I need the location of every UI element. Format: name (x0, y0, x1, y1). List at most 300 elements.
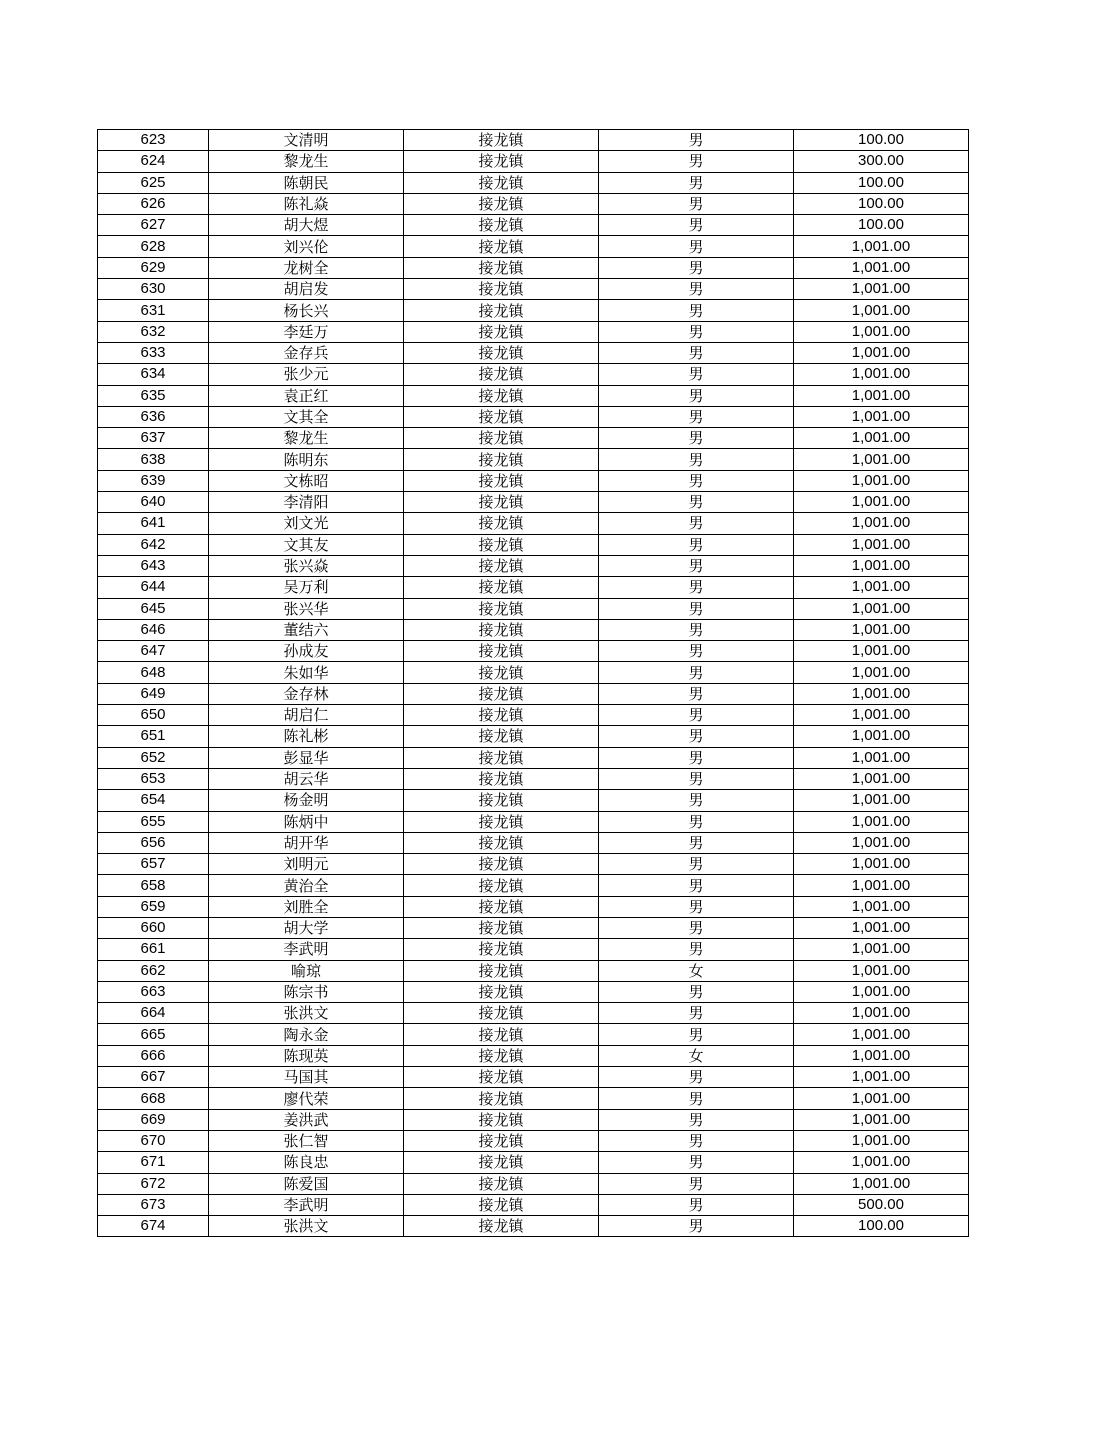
town-cell: 接龙镇 (404, 1152, 599, 1173)
name-cell: 文其友 (209, 534, 404, 555)
gender-cell: 男 (599, 1152, 794, 1173)
row-number-cell: 627 (98, 215, 209, 236)
gender-cell: 男 (599, 236, 794, 257)
gender-cell: 男 (599, 811, 794, 832)
name-cell: 金存林 (209, 683, 404, 704)
name-cell: 喻琼 (209, 960, 404, 981)
gender-cell: 男 (599, 1088, 794, 1109)
table-row (98, 683, 969, 704)
table-row (98, 641, 969, 662)
gender-cell: 男 (599, 917, 794, 938)
table-row (98, 449, 969, 470)
gender-cell: 男 (599, 215, 794, 236)
gender-cell: 男 (599, 1130, 794, 1151)
row-number-cell: 643 (98, 555, 209, 576)
town-cell: 接龙镇 (404, 683, 599, 704)
row-number-cell: 641 (98, 513, 209, 534)
table-row (98, 854, 969, 875)
table-row (98, 875, 969, 896)
name-cell: 姜洪武 (209, 1109, 404, 1130)
town-cell: 接龙镇 (404, 854, 599, 875)
gender-cell: 男 (599, 470, 794, 491)
amount-cell: 1,001.00 (794, 662, 969, 683)
row-number-cell: 644 (98, 577, 209, 598)
town-cell: 接龙镇 (404, 300, 599, 321)
gender-cell: 男 (599, 513, 794, 534)
gender-cell: 男 (599, 193, 794, 214)
row-number-cell: 672 (98, 1173, 209, 1194)
table-row (98, 342, 969, 363)
name-cell: 文其全 (209, 406, 404, 427)
name-cell: 袁正红 (209, 385, 404, 406)
table-row (98, 364, 969, 385)
name-cell: 刘胜全 (209, 896, 404, 917)
gender-cell: 男 (599, 747, 794, 768)
amount-cell: 1,001.00 (794, 492, 969, 513)
row-number-cell: 673 (98, 1194, 209, 1215)
row-number-cell: 654 (98, 790, 209, 811)
amount-cell: 1,001.00 (794, 1003, 969, 1024)
town-cell: 接龙镇 (404, 875, 599, 896)
row-number-cell: 669 (98, 1109, 209, 1130)
amount-cell: 100.00 (794, 130, 969, 151)
name-cell: 张兴华 (209, 598, 404, 619)
gender-cell: 男 (599, 1194, 794, 1215)
name-cell: 孙成友 (209, 641, 404, 662)
table-row (98, 534, 969, 555)
table-row (98, 1109, 969, 1130)
gender-cell: 男 (599, 151, 794, 172)
row-number-cell: 630 (98, 279, 209, 300)
name-cell: 陈礼焱 (209, 193, 404, 214)
gender-cell: 男 (599, 726, 794, 747)
gender-cell: 男 (599, 300, 794, 321)
town-cell: 接龙镇 (404, 385, 599, 406)
amount-cell: 1,001.00 (794, 342, 969, 363)
table-row (98, 896, 969, 917)
town-cell: 接龙镇 (404, 534, 599, 555)
table-row (98, 130, 969, 151)
row-number-cell: 628 (98, 236, 209, 257)
town-cell: 接龙镇 (404, 342, 599, 363)
gender-cell: 男 (599, 1173, 794, 1194)
name-cell: 黄治全 (209, 875, 404, 896)
name-cell: 张仁智 (209, 1130, 404, 1151)
table-row (98, 236, 969, 257)
row-number-cell: 633 (98, 342, 209, 363)
table-row (98, 492, 969, 513)
table-row (98, 598, 969, 619)
row-number-cell: 625 (98, 172, 209, 193)
amount-cell: 1,001.00 (794, 939, 969, 960)
table-row (98, 726, 969, 747)
town-cell: 接龙镇 (404, 577, 599, 598)
name-cell: 刘文光 (209, 513, 404, 534)
row-number-cell: 649 (98, 683, 209, 704)
row-number-cell: 632 (98, 321, 209, 342)
row-number-cell: 658 (98, 875, 209, 896)
name-cell: 吴万利 (209, 577, 404, 598)
row-number-cell: 636 (98, 406, 209, 427)
town-cell: 接龙镇 (404, 406, 599, 427)
gender-cell: 男 (599, 875, 794, 896)
town-cell: 接龙镇 (404, 321, 599, 342)
town-cell: 接龙镇 (404, 939, 599, 960)
table-row (98, 981, 969, 1002)
amount-cell: 1,001.00 (794, 875, 969, 896)
row-number-cell: 648 (98, 662, 209, 683)
row-number-cell: 665 (98, 1024, 209, 1045)
table-row (98, 960, 969, 981)
row-number-cell: 668 (98, 1088, 209, 1109)
row-number-cell: 631 (98, 300, 209, 321)
amount-cell: 1,001.00 (794, 619, 969, 640)
town-cell: 接龙镇 (404, 747, 599, 768)
table-row (98, 811, 969, 832)
gender-cell: 男 (599, 896, 794, 917)
town-cell: 接龙镇 (404, 917, 599, 938)
table-row (98, 939, 969, 960)
name-cell: 龙树全 (209, 257, 404, 278)
amount-cell: 1,001.00 (794, 832, 969, 853)
town-cell: 接龙镇 (404, 641, 599, 662)
row-number-cell: 640 (98, 492, 209, 513)
row-number-cell: 653 (98, 768, 209, 789)
table-row (98, 1194, 969, 1215)
town-cell: 接龙镇 (404, 1216, 599, 1237)
name-cell: 陈现英 (209, 1045, 404, 1066)
amount-cell: 1,001.00 (794, 960, 969, 981)
table-row (98, 385, 969, 406)
name-cell: 杨长兴 (209, 300, 404, 321)
table-row (98, 832, 969, 853)
town-cell: 接龙镇 (404, 1067, 599, 1088)
name-cell: 董结六 (209, 619, 404, 640)
name-cell: 黎龙生 (209, 428, 404, 449)
town-cell: 接龙镇 (404, 428, 599, 449)
gender-cell: 男 (599, 768, 794, 789)
row-number-cell: 629 (98, 257, 209, 278)
name-cell: 张兴焱 (209, 555, 404, 576)
name-cell: 李武明 (209, 1194, 404, 1215)
amount-cell: 100.00 (794, 193, 969, 214)
table-row (98, 1088, 969, 1109)
amount-cell: 1,001.00 (794, 1067, 969, 1088)
town-cell: 接龙镇 (404, 193, 599, 214)
gender-cell: 男 (599, 1003, 794, 1024)
town-cell: 接龙镇 (404, 555, 599, 576)
amount-cell: 1,001.00 (794, 790, 969, 811)
row-number-cell: 660 (98, 917, 209, 938)
table-row (98, 193, 969, 214)
name-cell: 陈明东 (209, 449, 404, 470)
table-row (98, 790, 969, 811)
town-cell: 接龙镇 (404, 364, 599, 385)
gender-cell: 男 (599, 364, 794, 385)
gender-cell: 男 (599, 555, 794, 576)
table-row (98, 1024, 969, 1045)
table-row (98, 619, 969, 640)
town-cell: 接龙镇 (404, 1045, 599, 1066)
name-cell: 胡大学 (209, 917, 404, 938)
table-row (98, 428, 969, 449)
amount-cell: 1,001.00 (794, 555, 969, 576)
town-cell: 接龙镇 (404, 236, 599, 257)
row-number-cell: 624 (98, 151, 209, 172)
data-table (97, 129, 969, 1237)
amount-cell: 1,001.00 (794, 896, 969, 917)
gender-cell: 男 (599, 683, 794, 704)
name-cell: 胡大煜 (209, 215, 404, 236)
gender-cell: 女 (599, 1045, 794, 1066)
name-cell: 陈良忠 (209, 1152, 404, 1173)
town-cell: 接龙镇 (404, 832, 599, 853)
row-number-cell: 663 (98, 981, 209, 1002)
amount-cell: 1,001.00 (794, 917, 969, 938)
amount-cell: 1,001.00 (794, 300, 969, 321)
gender-cell: 男 (599, 1067, 794, 1088)
amount-cell: 1,001.00 (794, 364, 969, 385)
name-cell: 胡云华 (209, 768, 404, 789)
row-number-cell: 647 (98, 641, 209, 662)
town-cell: 接龙镇 (404, 790, 599, 811)
name-cell: 陈礼彬 (209, 726, 404, 747)
table-row (98, 1130, 969, 1151)
row-number-cell: 639 (98, 470, 209, 491)
table-row (98, 555, 969, 576)
row-number-cell: 652 (98, 747, 209, 768)
row-number-cell: 638 (98, 449, 209, 470)
gender-cell: 男 (599, 385, 794, 406)
town-cell: 接龙镇 (404, 215, 599, 236)
amount-cell: 1,001.00 (794, 428, 969, 449)
name-cell: 胡启发 (209, 279, 404, 300)
table-row (98, 279, 969, 300)
table-row (98, 470, 969, 491)
table-row (98, 917, 969, 938)
table-row (98, 300, 969, 321)
gender-cell: 男 (599, 492, 794, 513)
amount-cell: 1,001.00 (794, 1130, 969, 1151)
table-row (98, 662, 969, 683)
gender-cell: 男 (599, 172, 794, 193)
table-row (98, 1173, 969, 1194)
town-cell: 接龙镇 (404, 619, 599, 640)
table-row (98, 321, 969, 342)
name-cell: 张洪文 (209, 1003, 404, 1024)
amount-cell: 1,001.00 (794, 811, 969, 832)
town-cell: 接龙镇 (404, 598, 599, 619)
name-cell: 张洪文 (209, 1216, 404, 1237)
row-number-cell: 670 (98, 1130, 209, 1151)
town-cell: 接龙镇 (404, 172, 599, 193)
row-number-cell: 666 (98, 1045, 209, 1066)
town-cell: 接龙镇 (404, 1088, 599, 1109)
amount-cell: 1,001.00 (794, 981, 969, 1002)
row-number-cell: 626 (98, 193, 209, 214)
table-row (98, 1152, 969, 1173)
name-cell: 张少元 (209, 364, 404, 385)
table-row (98, 215, 969, 236)
table-row (98, 172, 969, 193)
amount-cell: 1,001.00 (794, 598, 969, 619)
name-cell: 刘兴伦 (209, 236, 404, 257)
gender-cell: 男 (599, 790, 794, 811)
amount-cell: 1,001.00 (794, 683, 969, 704)
amount-cell: 1,001.00 (794, 449, 969, 470)
gender-cell: 男 (599, 662, 794, 683)
town-cell: 接龙镇 (404, 492, 599, 513)
row-number-cell: 661 (98, 939, 209, 960)
table-row (98, 747, 969, 768)
gender-cell: 男 (599, 321, 794, 342)
table-row (98, 1216, 969, 1237)
town-cell: 接龙镇 (404, 981, 599, 1002)
town-cell: 接龙镇 (404, 662, 599, 683)
name-cell: 彭显华 (209, 747, 404, 768)
row-number-cell: 664 (98, 1003, 209, 1024)
name-cell: 陈宗书 (209, 981, 404, 1002)
name-cell: 李清阳 (209, 492, 404, 513)
gender-cell: 男 (599, 1109, 794, 1130)
amount-cell: 1,001.00 (794, 385, 969, 406)
table-row (98, 705, 969, 726)
town-cell: 接龙镇 (404, 960, 599, 981)
row-number-cell: 655 (98, 811, 209, 832)
gender-cell: 男 (599, 257, 794, 278)
row-number-cell: 656 (98, 832, 209, 853)
table-row (98, 513, 969, 534)
gender-cell: 男 (599, 279, 794, 300)
name-cell: 文清明 (209, 130, 404, 151)
gender-cell: 男 (599, 406, 794, 427)
amount-cell: 100.00 (794, 1216, 969, 1237)
amount-cell: 1,001.00 (794, 1152, 969, 1173)
name-cell: 李武明 (209, 939, 404, 960)
name-cell: 金存兵 (209, 342, 404, 363)
gender-cell: 男 (599, 428, 794, 449)
name-cell: 杨金明 (209, 790, 404, 811)
town-cell: 接龙镇 (404, 470, 599, 491)
town-cell: 接龙镇 (404, 705, 599, 726)
amount-cell: 1,001.00 (794, 1173, 969, 1194)
table-body (98, 130, 969, 1237)
gender-cell: 女 (599, 960, 794, 981)
name-cell: 黎龙生 (209, 151, 404, 172)
name-cell: 陈朝民 (209, 172, 404, 193)
town-cell: 接龙镇 (404, 1194, 599, 1215)
gender-cell: 男 (599, 854, 794, 875)
amount-cell: 1,001.00 (794, 513, 969, 534)
gender-cell: 男 (599, 705, 794, 726)
amount-cell: 1,001.00 (794, 1088, 969, 1109)
name-cell: 廖代荣 (209, 1088, 404, 1109)
gender-cell: 男 (599, 1024, 794, 1045)
name-cell: 陈爱国 (209, 1173, 404, 1194)
name-cell: 胡开华 (209, 832, 404, 853)
town-cell: 接龙镇 (404, 768, 599, 789)
table-row (98, 1045, 969, 1066)
name-cell: 陈炳中 (209, 811, 404, 832)
amount-cell: 1,001.00 (794, 641, 969, 662)
gender-cell: 男 (599, 832, 794, 853)
amount-cell: 1,001.00 (794, 726, 969, 747)
gender-cell: 男 (599, 130, 794, 151)
table-row (98, 151, 969, 172)
name-cell: 刘明元 (209, 854, 404, 875)
amount-cell: 100.00 (794, 215, 969, 236)
gender-cell: 男 (599, 598, 794, 619)
gender-cell: 男 (599, 981, 794, 1002)
town-cell: 接龙镇 (404, 257, 599, 278)
amount-cell: 1,001.00 (794, 1024, 969, 1045)
table-row (98, 577, 969, 598)
town-cell: 接龙镇 (404, 513, 599, 534)
amount-cell: 500.00 (794, 1194, 969, 1215)
amount-cell: 1,001.00 (794, 854, 969, 875)
town-cell: 接龙镇 (404, 896, 599, 917)
town-cell: 接龙镇 (404, 151, 599, 172)
row-number-cell: 651 (98, 726, 209, 747)
row-number-cell: 645 (98, 598, 209, 619)
row-number-cell: 671 (98, 1152, 209, 1173)
town-cell: 接龙镇 (404, 726, 599, 747)
town-cell: 接龙镇 (404, 1173, 599, 1194)
amount-cell: 1,001.00 (794, 321, 969, 342)
row-number-cell: 659 (98, 896, 209, 917)
name-cell: 胡启仁 (209, 705, 404, 726)
town-cell: 接龙镇 (404, 1024, 599, 1045)
town-cell: 接龙镇 (404, 1130, 599, 1151)
row-number-cell: 650 (98, 705, 209, 726)
town-cell: 接龙镇 (404, 279, 599, 300)
amount-cell: 1,001.00 (794, 406, 969, 427)
table-row (98, 257, 969, 278)
amount-cell: 1,001.00 (794, 705, 969, 726)
name-cell: 马国其 (209, 1067, 404, 1088)
gender-cell: 男 (599, 641, 794, 662)
amount-cell: 1,001.00 (794, 279, 969, 300)
gender-cell: 男 (599, 342, 794, 363)
amount-cell: 1,001.00 (794, 236, 969, 257)
amount-cell: 1,001.00 (794, 768, 969, 789)
town-cell: 接龙镇 (404, 811, 599, 832)
amount-cell: 1,001.00 (794, 577, 969, 598)
amount-cell: 1,001.00 (794, 534, 969, 555)
gender-cell: 男 (599, 534, 794, 555)
town-cell: 接龙镇 (404, 130, 599, 151)
row-number-cell: 634 (98, 364, 209, 385)
name-cell: 朱如华 (209, 662, 404, 683)
gender-cell: 男 (599, 1216, 794, 1237)
name-cell: 文栋昭 (209, 470, 404, 491)
table-row (98, 1067, 969, 1088)
table-row (98, 1003, 969, 1024)
town-cell: 接龙镇 (404, 1109, 599, 1130)
row-number-cell: 674 (98, 1216, 209, 1237)
row-number-cell: 646 (98, 619, 209, 640)
amount-cell: 100.00 (794, 172, 969, 193)
amount-cell: 1,001.00 (794, 1045, 969, 1066)
name-cell: 陶永金 (209, 1024, 404, 1045)
town-cell: 接龙镇 (404, 1003, 599, 1024)
amount-cell: 300.00 (794, 151, 969, 172)
gender-cell: 男 (599, 449, 794, 470)
amount-cell: 1,001.00 (794, 470, 969, 491)
name-cell: 李廷万 (209, 321, 404, 342)
row-number-cell: 642 (98, 534, 209, 555)
amount-cell: 1,001.00 (794, 747, 969, 768)
